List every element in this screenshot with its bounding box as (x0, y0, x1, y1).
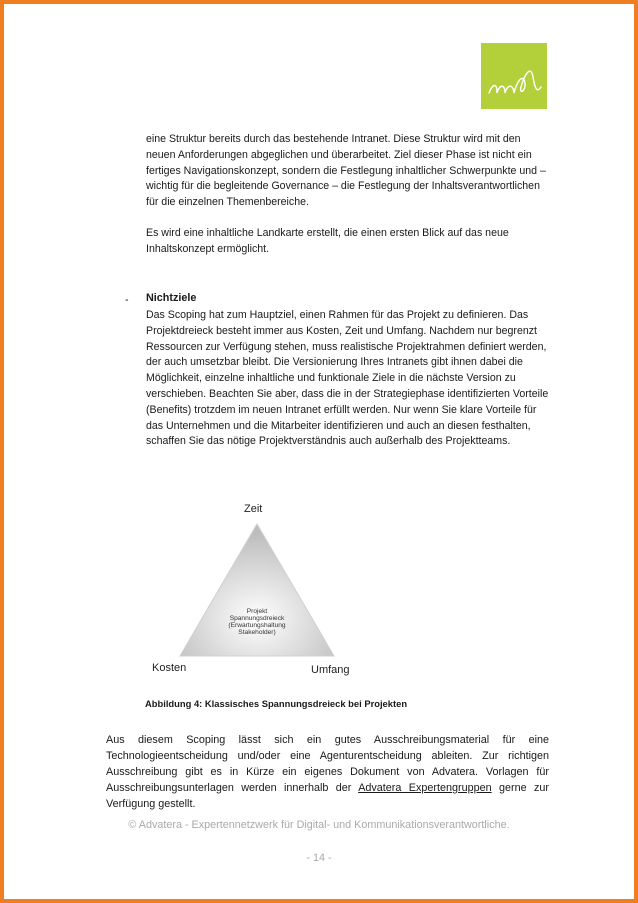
figure-caption: Abbildung 4: Klassisches Spannungsdreieck bei Projekten (145, 698, 408, 709)
triangle-center-line-3: (Erwartungshaltung (228, 622, 286, 629)
list-bullet: - (125, 294, 129, 306)
diagram-label-kosten: Kosten (152, 662, 187, 674)
triangle-center-line-2: Spannungsdreieck (229, 615, 285, 622)
project-triangle-diagram (144, 494, 374, 684)
diagram-label-umfang: Umfang (311, 664, 350, 676)
triangle-graphic (144, 494, 374, 684)
advatera-expertengruppen-link[interactable]: Advatera Expertengruppen (358, 782, 492, 794)
triangle-shape (180, 524, 334, 656)
triangle-center-line-4: Stakeholder) (238, 629, 276, 636)
diagram-label-zeit: Zeit (244, 503, 263, 515)
closing-text-end: gerne zur Verfügung gestellt. (106, 782, 549, 810)
paragraph-landkarte: Es wird eine inhaltliche Landkarte erstellt, die einen ersten Blick auf das neue Inhaltskonzept ermöglicht. (146, 227, 509, 255)
paragraph-nichtziele: Das Scoping hat zum Hauptziel, einen Rahmen für das Projekt zu definieren. Das Projektdreieck besteht immer aus Kosten, Zeit und Umfang. Nachdem nur begrenzt Ressourcen zur Verfügung stehen, muss realistische Projektrahmen definiert werden, der auch umsetzbar bleibt. Die Versionierung Ihres Intranets gibt ihnen dabei die Möglichkeit, einzelne inhaltliche und funktionale Ziele in die nächste Version zu verschieben. Beachten Sie aber, dass die in der Strategiephase identifizierten Vorteile (Benefits) trotzdem im neuen Intranet erfüllt werden. Nur wenn Sie klare Vorteile für das Unternehmen und die Mitarbeiter identifizieren und auch an diesen festhalten, schaffen Sie das nötige Projektverständnis auch außerhalb des Projektteams. (146, 309, 549, 448)
page-number: - 14 - (306, 852, 332, 864)
advatera-logo (481, 43, 547, 109)
closing-text-start: Aus diesem Scoping lässt sich ein gutes Ausschreibungsmaterial für eine Technologieentscheidung und/oder eine Agenturentscheidung ableiten. Zur richtigen Ausschreibung gibt es in Kürze ein eigenes Dokument von Advatera. Vorlagen für Ausschreibungsunterlagen werden innerhalb der (106, 734, 549, 794)
paragraph-intro: eine Struktur bereits durch das bestehende Intranet. Diese Struktur wird mit den neuen Anforderungen abgeglichen und überarbeitet. Ziel dieser Phase ist nicht ein fertiges Navigationskonzept, sondern die Festlegung inhaltlicher Schwerpunkte und – wichtig für die begleitende Governance – die Festlegung der Inhaltsverantwortlichen für die einzelnen Themenbereiche. (146, 133, 546, 209)
logo-script-mark (481, 43, 547, 109)
paragraph-closing (106, 732, 549, 812)
footer-copyright: © Advatera - Expertennetzwerk für Digital- und Kommunikationsverantwortliche. (128, 819, 510, 831)
triangle-center-line-1: Projekt (246, 608, 268, 615)
section-heading-nichtziele: Nichtziele (146, 292, 197, 304)
